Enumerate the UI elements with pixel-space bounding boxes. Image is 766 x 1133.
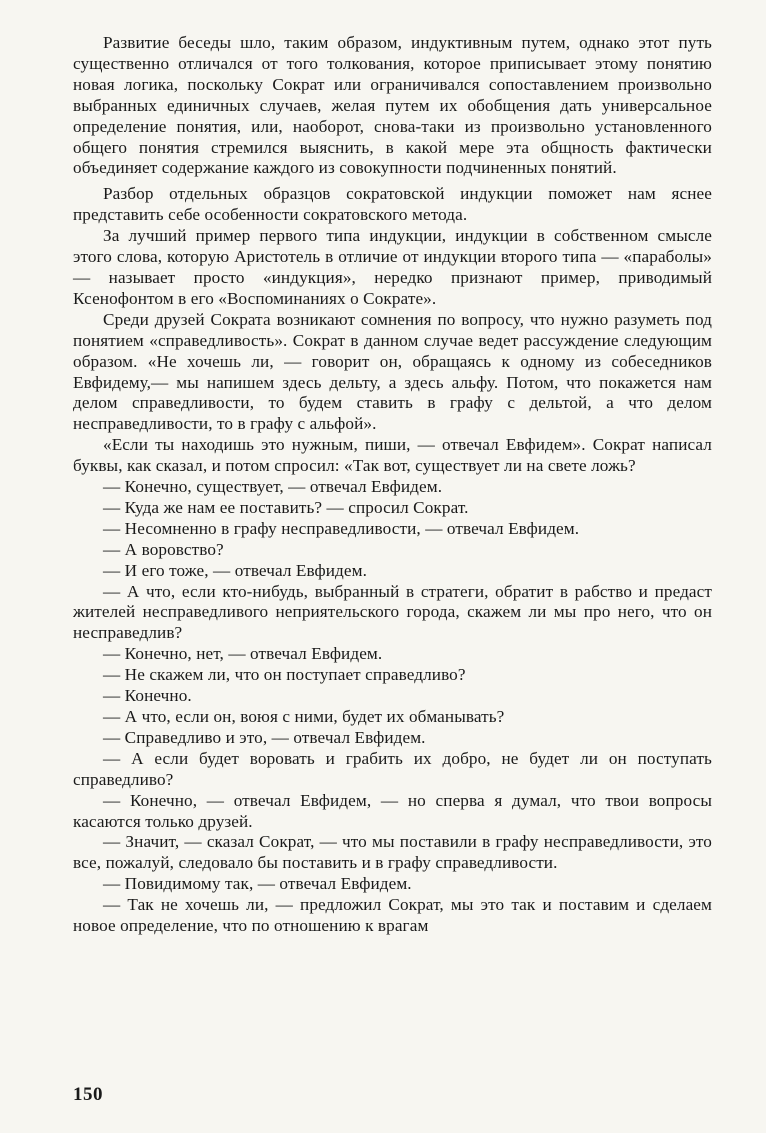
dialogue-line: — Конечно, — отвечал Евфидем, — но сперва я думал, что твои вопросы касаются только друзей. <box>73 790 712 831</box>
paragraph-justice-doubt: Среди друзей Сократа возникают сомнения по вопросу, что нужно разуметь под понятием «справедливость». Сократ в данном случае ведет рассуждение следующим образом. «Не хочешь ли, — говорит он, обращаясь к одному из собеседников Евфидему,— мы напишем здесь дельту, а здесь альфу. Потом, что покажется нам делом справедливости, то будем ставить в графу с дельтой, а что делом несправедливости, то в графу с альфой». <box>73 309 712 434</box>
dialogue-line: — Так не хочешь ли, — предложил Сократ, мы это так и поставим и сделаем новое определение, что по отношению к врагам <box>73 895 712 936</box>
paragraph-examples-intro: Разбор отдельных образцов сократовской индукции поможет нам яснее представить себе особенности сократовского метода. <box>73 184 712 225</box>
dialogue-line: — А что, если кто-нибудь, выбранный в стратеги, обратит в рабство и предаст жителей несправедливого неприятельского города, скажем ли мы про него, что он несправедлив? <box>73 581 712 643</box>
dialogue-line: — А если будет воровать и грабить их добро, не будет ли он поступать справедливо? <box>73 748 712 789</box>
dialogue-line: — Куда же нам ее поставить? — спросил Сократ. <box>103 497 469 517</box>
page-text <box>73 33 712 937</box>
dialogue-line: — Конечно. <box>103 686 192 706</box>
dialogue-line: — Конечно, нет, — отвечал Евфидем. <box>103 644 383 664</box>
paragraph-first-type: За лучший пример первого типа индукции, индукции в собственном смысле этого слова, которую Аристотель в отличие от индукции второго типа — «параболы» — называет просто «индукция», нередко признают пример, приводимый Ксенофонтом в его «Воспоминаниях о Сократе». <box>73 226 712 308</box>
dialogue-line: — Конечно, существует, — отвечал Евфидем. <box>103 477 443 497</box>
dialogue-line: — Повидимому так, — отвечал Евфидем. <box>103 874 412 894</box>
dialogue-line: — И его тоже, — отвечал Евфидем. <box>103 560 367 580</box>
paragraph-dialogue-start: «Если ты находишь это нужным, пиши, — отвечал Евфидем». Сократ написал буквы, как сказал, и потом спросил: «Так вот, существует ли на свете ложь? <box>73 435 712 476</box>
dialogue-line: — Значит, — сказал Сократ, — что мы поставили в графу несправедливости, это все, пожалуй, следовало бы поставить и в графу справедливости. <box>73 832 712 873</box>
dialogue-line: — А воровство? <box>103 539 224 559</box>
paragraph-induction-path: Развитие беседы шло, таким образом, индуктивным путем, однако этот путь существенно отличался от того толкования, которое приписывает этому понятию новая логика, поскольку Сократ или ограничивался сопоставлением произвольно выбранных единичных случаев, желая путем их обобщения дать универсальное определение понятия, или, наоборот, снова-таки из произвольно установленного общего понятия стремился выяснить, в какой мере эта общность фактически объединяет содержание каждого из совокупности подчиненных понятий. <box>73 33 712 178</box>
dialogue-line: — Справедливо и это, — отвечал Евфидем. <box>103 727 426 747</box>
dialogue-line: — А что, если он, воюя с ними, будет их обманывать? <box>103 707 505 726</box>
dialogue-line: — Не скажем ли, что он поступает справедливо? <box>103 665 466 685</box>
page-number: 150 <box>73 1084 103 1105</box>
dialogue-line: — Несомненно в графу несправедливости, — отвечал Евфидем. <box>103 518 580 538</box>
